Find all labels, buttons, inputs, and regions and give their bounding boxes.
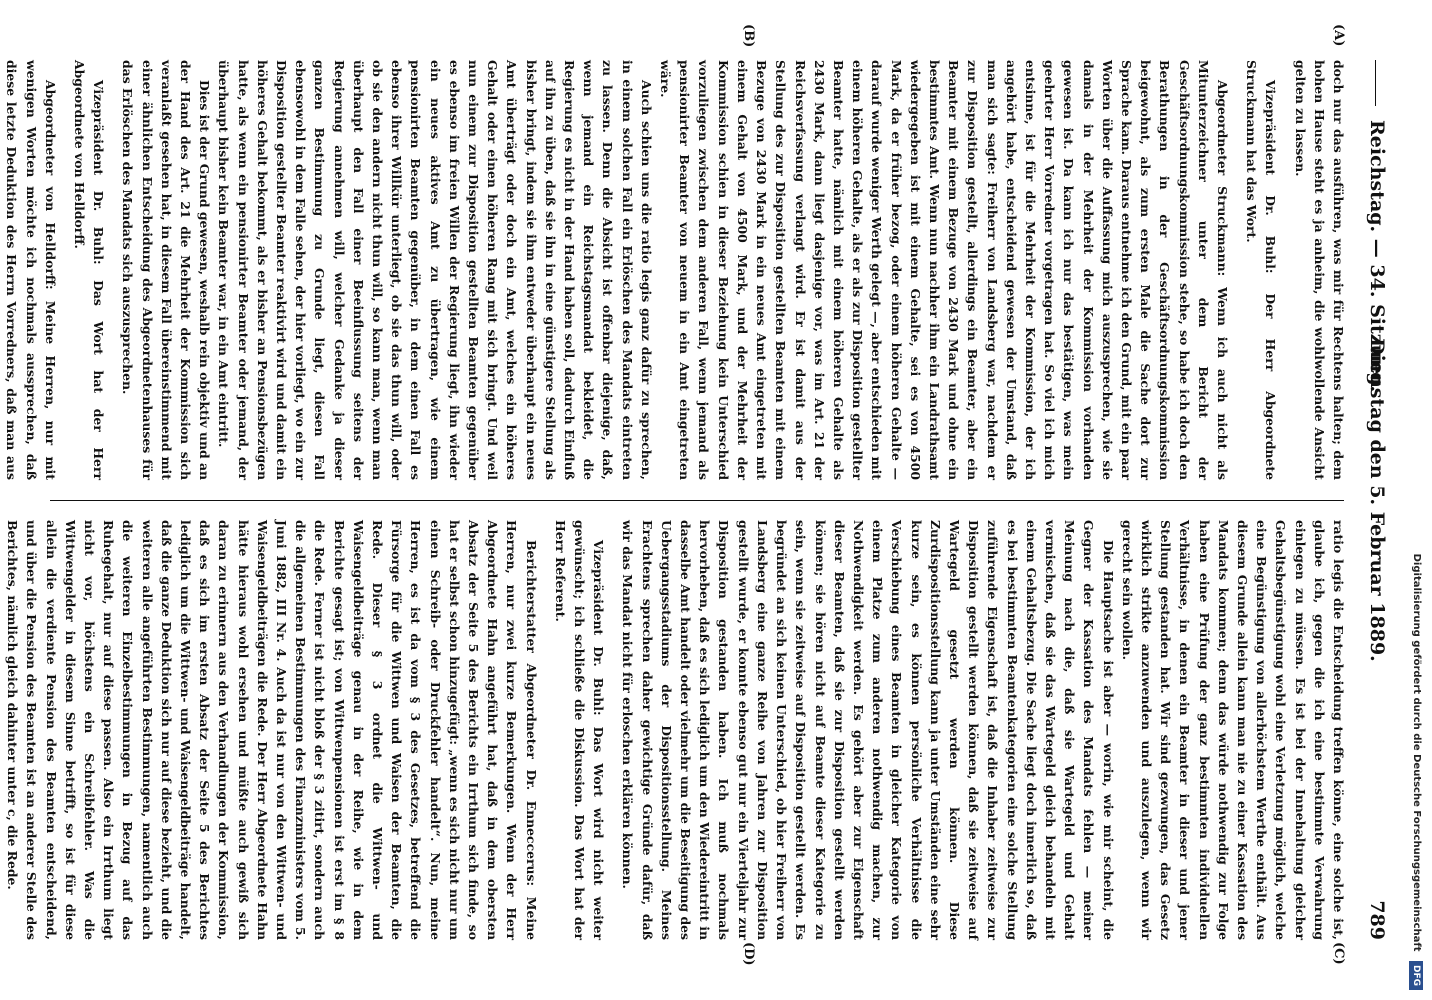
header-date: Dienstag den 5. Februar 1889. (1366, 338, 1388, 662)
margin-marker-c: (C) (1331, 942, 1346, 965)
paragraph: Abgeordneter Struckmann: Wenn ich auch nicht als Mitunterzeichner unter dem Bericht der Geschäftsordnungskommission stehe, so habe ich doch den Berathungen in der Geschäftsordnungskommission beigewohnt, als zum ersten Male die Sache dort zur Sprache kam. Daraus entnehme ich den Grund, mit ein paar Worten über die Auffassung mich auszusprechen, wie sie damals in der Mehrheit der Kommission vorhanden gewesen ist. Da kann ich nur das bestätigen, was mein geehrter Herr Vorredner vorgetragen hat. So viel ich mich entsinne, ist für die Mehrheit der Kommission, der ich angehört habe, entscheidend gewesen der Umstand, daß man sich sagte: Freiherr von Landsberg war, nachdem er zur Disposition gestellt, allerdings ein Beamter, aber ein Beamter mit einem Bezuge von 2430 Mark und ohne ein bestimmtes Amt. Wenn nun nachher ihm ein Landrathsamt wiedergegeben ist mit einem Gehalte, sei es von 4500 Mark, da er früher bezog, oder einem höheren Gehalte — darauf wurde weniger Werth gelegt —, aber entschieden mit einem höheren Gehalte, als er als zur Disposition gestellter Beamter hatte, nämlich mit einem höheren Gehalte als 2430 Mark, dann liegt dasjenige vor, was im Art. 21 der Reichsverfassung verlangt wird. Er ist damit aus der Stellung des zur Disposition gestellten Beamten mit einem Bezuge von 2430 Mark in ein neues Amt eingetreten mit einem Gehalt von 4500 Mark, und der Mehrheit der Kommission schien in dieser Beziehung kein Unterschied vorzuliegen zwischen dem anderen Fall, wenn jemand als pensionirter Beamter von neuem in ein Amt eingetreten wäre. (658, 60, 1230, 480)
page-header (1358, 60, 1392, 940)
paragraph: Berichterstatter Abgeordneter Dr. Enneccerus: Meine Herren, nur zwei kurze Bemerkungen. Wenn der Herr Abgeordnete Hahn angeführt hat, daß in dem obersten Absatz der Seite 5 des Berichts ein Irrthum sich finde, so hat er selbst schon hinzugefügt: „wenn es sich nicht nur um einen Schreib- oder Druckfehler handelt“. Nun, meine Herren, es ist da vom § 3 des Gesetzes, betreffend die Fürsorge für die Wittwen und Waisen der Beamten, die Rede. Dieser § 3 ordnet die Wittwen- und Waisengeldbeiträge genau in der Reihe, wie in dem Berichte gesagt ist; von Wittwenpensionen ist erst im § 8 die Rede. Ferner ist nicht bloß der § 3 zitirt, sondern auch die allgemeinen Bestimmungen des Finanzministers vom 5. Juni 1882, III Nr. 4. Auch da ist nur von den Wittwen- und Waisengeldbeiträgen die Rede. Der Herr Abgeordnete Hahn hätte hieraus wohl ersehen und müßte auch gewiß sich daran zu erinnern aus den Verhandlungen der Kommission, daß es sich im ersten Absatz der Seite 5 des Berichtes lediglich um die Wittwen- und Waisengeldbeiträge handelt, daß die ganze Deduktion sich nur auf diese bezieht, und die weiteren alle angeführten Bestimmungen, namentlich auch die weiteren Einzelbestimmungen in Bezug auf das Ruhegehalt, nur auf diese passen. Also ein Irrthum liegt nicht vor, höchstens ein Schreibfehler. Was die Wittwengelder in diesem Sinne betrifft, so ist für diese allein die verdiente Pension des Beamten entscheidend, und über die Pension des Beamten ist an anderer Stelle des Berichtes, nämlich gleich dahinter unter c, die Rede. (5, 520, 539, 940)
scanned-page (4, 20, 1406, 980)
margin-marker-a: (A) (1331, 24, 1346, 47)
paragraph: Die Hauptsache ist aber — worin, wie mir scheint, die Gegner der Kassation des Mandats fehlen — meiner Meinung nach die, daß sie Wartegeld und Gehalt vermischen, daß sie das Wartegeld gleich behandeln mit einem Gehaltsbezug. Die Sache liegt doch innerlich so, daß es bei bestimmten Beamtenkategorien eine solche Stellung zuführende Eigenschaft ist, daß die Inhaber zeitweise zur Disposition gestellt werden können, daß sie zeitweise auf Wartegeld gesetzt werden können. Diese Zurdispositionsstellung kann ja unter Umständen eine sehr kurze sein, es können persönliche Verhältnisse die Verschiebung eines Beamten in gleicher Kategorie von einem Platze zum anderen nothwendig machen, zur Nothwendigkeit werden. Es gehört aber zur Eigenschaft dieser Beamten, daß sie zur Disposition gestellt werden können; sie hören nicht auf Beamte dieser Kategorie zu sein, wenn sie zeitweise auf Disposition gestellt werden. Es begründet an sich keinen Unterschied, ob hier Freiherr von Landsberg eine ganze Reihe von Jahren zur Disposition gestellt wurde, er konnte ebenso gut nur ein Vierteljahr zur Disposition gestanden haben. Ich muß nochmals hervorheben, daß es sich lediglich um den Wiedereintritt in dasselbe Amt handelt oder vielmehr um die Beseitigung des Uebergangsstadiums der Dispositionsstellung. Meines Erachtens sprechen daher gewichtige Gründe dafür, daß wir das Mandat nicht für erloschen erklären können. (620, 520, 1116, 940)
paragraph: doch nur das ausführen, was mir für Rechtens halten; dem hohen Hause steht es ja anheim, die wohlwollende Ansicht gelten zu lassen. (1292, 60, 1346, 480)
digitization-credit (1406, 30, 1426, 990)
paragraph: Dies ist der Grund gewesen, weshalb rein objektiv und an der Hand des Art. 21 die Mehrheit der Kommission sich veranlaßt gesehen hat, in diesem Fall übereinstimmend mit einer ähnlichen Entscheidung des Abgeordnetenhauses für das Erlöschen des Mandats sich auszusprechen. (120, 60, 213, 480)
paragraph: ratio legis die Entscheidung treffen könne, eine solche ist, glaube ich, gegen die ich eine bestimmte Verwahrung einlegen zu müssen. Es ist bei der Innehaltung gleicher Gehaltsbegünstigung wohl eine Verletzung möglich, welche eine Begünstigung von allerhöchstem Werthe enthält. Aus diesem Grunde allein kann man nie zu einer Kassation des Mandats kommen; denn das würde nothwendig zur Folge haben eine Prüfung der ganz bestimmten individuellen Verhältnisse, in denen ein Beamter in dieser und jener Stellung gestanden hat. Wir sind gezwungen, das Gesetz wirklich strikte anzuwenden und auszulegen, wenn wir gerecht sein wollen. (1119, 520, 1346, 940)
margin-marker-d: (D) (741, 942, 756, 966)
paragraph: Vizepräsident Dr. Buhl: Das Wort wird nicht weiter gewünscht; ich schließe die Diskussion. Das Wort hat der Herr Referent. (552, 520, 607, 940)
margin-marker-b: (B) (741, 24, 756, 48)
right-column (5, 520, 1348, 940)
paragraph: Vizepräsident Dr. Buhl: Der Herr Abgeordnete Struckmann hat das Wort. (1244, 60, 1279, 480)
header-session: Reichstag. — 34. Sitzung. (1366, 120, 1388, 393)
paragraph: Auch schien uns die ratio legis ganz dafür zu sprechen, in einem solchen Fall ein Erlöschen des Mandats eintreten zu lassen. Denn die Absicht ist offenbar diejenige, daß, wenn jemand ein Reichstagsmandat bekleidet, die Regierung es nicht in der Hand haben soll, dadurch Einfluß auf ihn zu üben, daß sie ihn in eine günstigere Stellung als bisher bringt, indem sie ihm entweder überhaupt ein neues Amt überträgt oder doch ein Amt, welches ein höheres Gehalt oder einen höheren Rang mit sich bringt. Und weil nun einem zur Disposition gestellten Beamten gegenüber es ebenso im freien Willen der Regierung liegt, ihn wieder ein neues aktives Amt zu übertragen, wie einem pensionirten Beamten gegenüber, in dem einen Fall es ebenso ihrer Willkür unterliegt, ob sie das thun will, oder ob sie den andern nicht thun will, so kann man, wenn man überhaupt den Fall einer Beeinflussung seitens der Regierung annehmen will, welcher Gedanke ja dieser ganzen Bestimmung zu Grunde liegt, diesen Fall ebensowohl in dem Falle sehen, der hier vorliegt, wo ein zur Disposition gestellter Beamter reaktivirt wird und damit ein höheres Gehalt bekommt, als er bisher an Pensionsbezügen hatte, als wenn ein pensionirter Beamter oder jemand, der überhaupt bisher kein Beamter war, in ein Amt eintritt. (216, 60, 654, 480)
paragraph: Vizepräsident Dr. Buhl: Das Wort hat der Herr Abgeordnete von Helldorff. (72, 60, 107, 480)
digitization-note: Digitalisierung gefördert durch die Deutsche Forschungsgemeinschaft (1411, 553, 1422, 952)
page-number: 789 (1366, 900, 1388, 940)
dfg-logo: DFG (1409, 961, 1423, 990)
column-divider (50, 500, 1344, 501)
left-column (4, 60, 1348, 480)
paragraph: Abgeordneter von Helldorff: Meine Herren, nur mit wenigen Worten möchte ich nochmals aussprechen, daß diese letzte Deduktion des Herrn Vorredners, daß man aus (4, 60, 58, 480)
